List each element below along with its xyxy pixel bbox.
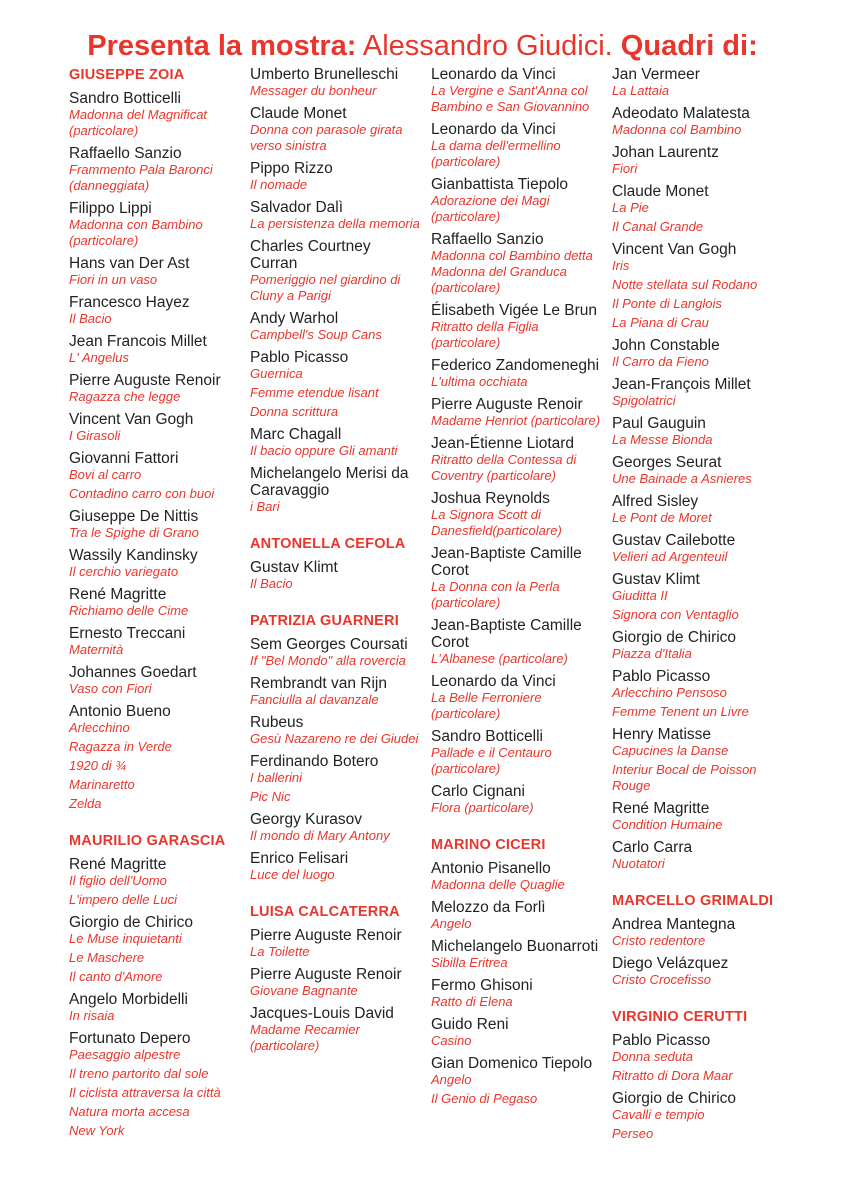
painting-title: Gesù Nazareno re dei Giudei bbox=[250, 731, 419, 746]
painting-entry bbox=[612, 241, 787, 331]
painting-title: Il canto d'Amore bbox=[69, 969, 163, 984]
painting-title: L'impero delle Luci bbox=[69, 892, 177, 907]
artist-name: Filippo Lippi bbox=[69, 200, 152, 217]
painting-entry bbox=[69, 294, 239, 327]
painting-title: Madonna del Magnificat (particolare) bbox=[69, 107, 208, 138]
curator-section bbox=[250, 535, 422, 592]
artist-name: Georges Seurat bbox=[612, 454, 722, 471]
painting-title: La Pie bbox=[612, 200, 649, 215]
painting-title: Le Maschere bbox=[69, 950, 145, 965]
artist-name: Jean-Baptiste Camille Corot bbox=[431, 617, 582, 651]
painting-title: L' Angelus bbox=[69, 350, 129, 365]
painting-entry bbox=[250, 310, 422, 343]
artist-name: Wassily Kandinsky bbox=[69, 547, 198, 564]
painting-title: Velieri ad Argenteuil bbox=[612, 549, 728, 564]
artist-name: Guido Reni bbox=[431, 1016, 509, 1033]
painting-entry bbox=[612, 454, 787, 487]
column-2 bbox=[250, 66, 422, 1054]
painting-title: Frammento Pala Baronci (danneggiata) bbox=[69, 162, 213, 193]
curator-section bbox=[69, 66, 239, 812]
title-artist-name: Alessandro Giudici. bbox=[362, 30, 613, 62]
artist-name: Gustav Klimt bbox=[250, 559, 338, 576]
artist-name: Giorgio de Chirico bbox=[69, 914, 194, 931]
artist-name: Leonardo da Vinci bbox=[431, 673, 556, 690]
artist-name: Gian Domenico Tiepolo bbox=[431, 1055, 593, 1072]
painting-entry bbox=[250, 426, 422, 459]
painting-entry bbox=[250, 753, 422, 805]
painting-entry bbox=[69, 145, 239, 194]
column-3 bbox=[431, 66, 606, 1107]
painting-title: Adorazione dei Magi (particolare) bbox=[431, 193, 550, 224]
painting-entry bbox=[250, 811, 422, 844]
curator-heading: MARINO CICERI bbox=[431, 837, 546, 853]
artist-name: Antonio Pisanello bbox=[431, 860, 551, 877]
curator-section bbox=[612, 892, 787, 988]
painting-entry bbox=[612, 629, 787, 662]
painting-title: Giovane Bagnante bbox=[250, 983, 358, 998]
painting-title: Arlecchino bbox=[69, 720, 130, 735]
painting-entry bbox=[250, 1005, 422, 1054]
painting-title: Il Genio di Pegaso bbox=[431, 1091, 538, 1106]
painting-title: La Toilette bbox=[250, 944, 310, 959]
painting-title: Une Bainade a Asnieres bbox=[612, 471, 752, 486]
painting-entry bbox=[69, 586, 239, 619]
artist-name: Hans van Der Ast bbox=[69, 255, 190, 272]
artist-name: Francesco Hayez bbox=[69, 294, 190, 311]
painting-title: Cristo Crocefisso bbox=[612, 972, 711, 987]
painting-title: Angelo bbox=[431, 916, 472, 931]
painting-title: Fiori bbox=[612, 161, 638, 176]
painting-title: Ratto di Elena bbox=[431, 994, 513, 1009]
painting-title: Il Ponte di Langlois bbox=[612, 296, 722, 311]
painting-entry bbox=[250, 675, 422, 708]
artist-name: Leonardo da Vinci bbox=[431, 66, 556, 83]
painting-title: Natura morta accesa bbox=[69, 1104, 190, 1119]
painting-title: Ragazza che legge bbox=[69, 389, 181, 404]
painting-entry bbox=[250, 636, 422, 669]
artist-name: Federico Zandomeneghi bbox=[431, 357, 600, 374]
title-quadri: Quadri di: bbox=[620, 30, 758, 62]
artist-name: René Magritte bbox=[69, 856, 167, 873]
artist-name: Carlo Cignani bbox=[431, 783, 525, 800]
painting-entry bbox=[612, 839, 787, 872]
painting-entry bbox=[431, 1016, 606, 1049]
artist-name: Alfred Sisley bbox=[612, 493, 699, 510]
artist-name: Johan Laurentz bbox=[612, 144, 719, 161]
painting-title: Interiur Bocal de Poisson Rouge bbox=[612, 762, 757, 793]
painting-title: La Donna con la Perla (particolare) bbox=[431, 579, 560, 610]
artist-name: Pierre Auguste Renoir bbox=[69, 372, 221, 389]
artist-name: Georgy Kurasov bbox=[250, 811, 362, 828]
painting-entry bbox=[250, 559, 422, 592]
painting-title: Il figlio dell'Uomo bbox=[69, 873, 167, 888]
painting-entry bbox=[612, 493, 787, 526]
painting-entry bbox=[612, 66, 787, 99]
curator-heading: MAURILIO GARASCIA bbox=[69, 833, 226, 849]
painting-title: Madame Recamier (particolare) bbox=[250, 1022, 360, 1053]
painting-title: La persistenza della memoria bbox=[250, 216, 420, 231]
painting-entry bbox=[250, 238, 422, 304]
artist-name: Vincent Van Gogh bbox=[612, 241, 737, 258]
painting-title: L'Albanese (particolare) bbox=[431, 651, 568, 666]
painting-entry bbox=[431, 1055, 606, 1107]
artist-name: Joshua Reynolds bbox=[431, 490, 550, 507]
painting-entry bbox=[250, 66, 422, 99]
painting-title: Luce del luogo bbox=[250, 867, 335, 882]
curator-section bbox=[250, 903, 422, 1054]
painting-title: Angelo bbox=[431, 1072, 472, 1087]
artist-name: Andy Warhol bbox=[250, 310, 339, 327]
painting-title: Il mondo di Mary Antony bbox=[250, 828, 390, 843]
curator-section bbox=[612, 1008, 787, 1142]
artist-name: Antonio Bueno bbox=[69, 703, 171, 720]
painting-title: Tra le Spighe di Grano bbox=[69, 525, 199, 540]
painting-title: Zelda bbox=[69, 796, 102, 811]
painting-entry bbox=[431, 357, 606, 390]
title-presenta: Presenta la mostra: bbox=[87, 30, 357, 62]
artist-name: Johannes Goedart bbox=[69, 664, 197, 681]
painting-entry bbox=[431, 977, 606, 1010]
artist-name: Jan Vermeer bbox=[612, 66, 700, 83]
painting-title: L'ultima occhiata bbox=[431, 374, 528, 389]
painting-entry bbox=[431, 938, 606, 971]
painting-title: New York bbox=[69, 1123, 125, 1138]
painting-entry bbox=[250, 850, 422, 883]
artist-name: Claude Monet bbox=[250, 105, 347, 122]
painting-entry bbox=[250, 199, 422, 232]
painting-title: La Lattaia bbox=[612, 83, 670, 98]
artist-name: Adeodato Malatesta bbox=[612, 105, 750, 122]
painting-title: Piazza d'Italia bbox=[612, 646, 692, 661]
painting-title: Flora (particolare) bbox=[431, 800, 534, 815]
painting-title: Madame Henriot (particolare) bbox=[431, 413, 601, 428]
artist-name: Ferdinando Botero bbox=[250, 753, 379, 770]
artist-name: Gianbattista Tiepolo bbox=[431, 176, 569, 193]
painting-title: Ritratto di Dora Maar bbox=[612, 1068, 733, 1083]
painting-title: Signora con Ventaglio bbox=[612, 607, 739, 622]
painting-entry bbox=[612, 532, 787, 565]
painting-title: Madonna delle Quaglie bbox=[431, 877, 565, 892]
painting-title: La Signora Scott di Danesfield(particolare) bbox=[431, 507, 562, 538]
painting-entry bbox=[250, 160, 422, 193]
painting-title: Il Bacio bbox=[69, 311, 112, 326]
painting-entry bbox=[250, 105, 422, 154]
curator-section bbox=[612, 66, 787, 872]
painting-entry bbox=[612, 916, 787, 949]
painting-entry bbox=[431, 121, 606, 170]
painting-title: Pallade e il Centauro (particolare) bbox=[431, 745, 552, 776]
painting-title: Il nomade bbox=[250, 177, 308, 192]
painting-entry bbox=[431, 435, 606, 484]
painting-entry bbox=[69, 856, 239, 908]
artist-name: Henry Matisse bbox=[612, 726, 712, 743]
painting-title: Bovi al carro bbox=[69, 467, 142, 482]
painting-entry bbox=[69, 991, 239, 1024]
curator-section bbox=[250, 66, 422, 515]
artist-name: Michelangelo Buonarroti bbox=[431, 938, 599, 955]
painting-title: Fanciulla al davanzale bbox=[250, 692, 379, 707]
painting-title: Nuotatori bbox=[612, 856, 665, 871]
painting-title: Ragazza in Verde bbox=[69, 739, 172, 754]
artist-name: Angelo Morbidelli bbox=[69, 991, 188, 1008]
artist-name: Umberto Brunelleschi bbox=[250, 66, 399, 83]
painting-title: Contadino carro con buoi bbox=[69, 486, 215, 501]
painting-entry bbox=[612, 800, 787, 833]
artist-name: Salvador Dalì bbox=[250, 199, 344, 216]
painting-title: Fiori in un vaso bbox=[69, 272, 158, 287]
painting-title: Iris bbox=[612, 258, 630, 273]
painting-entry bbox=[250, 927, 422, 960]
artist-name: Pablo Picasso bbox=[612, 1032, 711, 1049]
painting-entry bbox=[69, 411, 239, 444]
artist-name: Andrea Mantegna bbox=[612, 916, 736, 933]
painting-title: Cristo redentore bbox=[612, 933, 706, 948]
painting-title: Il treno partorito dal sole bbox=[69, 1066, 209, 1081]
artist-name: Sandro Botticelli bbox=[69, 90, 182, 107]
artist-name: Sandro Botticelli bbox=[431, 728, 544, 745]
painting-title: Guernica bbox=[250, 366, 303, 381]
painting-entry bbox=[69, 450, 239, 502]
artist-name: Jacques-Louis David bbox=[250, 1005, 394, 1022]
painting-title: Arlecchino Pensoso bbox=[612, 685, 727, 700]
painting-title: La dama dell'ermellino (particolare) bbox=[431, 138, 561, 169]
painting-entry bbox=[69, 90, 239, 139]
curator-heading: LUISA CALCATERRA bbox=[250, 904, 400, 920]
painting-entry bbox=[250, 966, 422, 999]
painting-title: Casino bbox=[431, 1033, 472, 1048]
artist-name: Sem Georges Coursati bbox=[250, 636, 408, 653]
painting-title: Marinaretto bbox=[69, 777, 135, 792]
artist-name: Paul Gauguin bbox=[612, 415, 706, 432]
curator-heading: VIRGINIO CERUTTI bbox=[612, 1009, 748, 1025]
poster-title bbox=[0, 28, 845, 64]
painting-entry bbox=[612, 376, 787, 409]
column-1 bbox=[69, 66, 239, 1139]
artist-name: Rubeus bbox=[250, 714, 304, 731]
artist-name: Enrico Felisari bbox=[250, 850, 349, 867]
painting-entry bbox=[612, 144, 787, 177]
painting-entry bbox=[431, 673, 606, 722]
painting-title: I Girasoli bbox=[69, 428, 121, 443]
painting-title: Capucines la Danse bbox=[612, 743, 729, 758]
painting-entry bbox=[431, 176, 606, 225]
painting-entry bbox=[431, 860, 606, 893]
artist-name: Raffaello Sanzio bbox=[431, 231, 544, 248]
painting-title: 1920 di ¾ bbox=[69, 758, 127, 773]
artist-name: Melozzo da Forlì bbox=[431, 899, 546, 916]
painting-title: Donna seduta bbox=[612, 1049, 693, 1064]
column-4 bbox=[612, 66, 787, 1142]
painting-title: Pic Nic bbox=[250, 789, 291, 804]
artist-name: Fermo Ghisoni bbox=[431, 977, 533, 994]
artist-name: Giuseppe De Nittis bbox=[69, 508, 199, 525]
painting-title: Giuditta II bbox=[612, 588, 668, 603]
painting-title: i Bari bbox=[250, 499, 280, 514]
artist-name: Pablo Picasso bbox=[612, 668, 711, 685]
painting-entry bbox=[612, 1090, 787, 1142]
painting-entry bbox=[612, 183, 787, 235]
painting-title: Le Muse inquietanti bbox=[69, 931, 182, 946]
painting-title: Cavalli e tempio bbox=[612, 1107, 705, 1122]
painting-title: Madonna col Bambino detta Madonna del Granduca (particolare) bbox=[431, 248, 593, 295]
painting-title: Maternità bbox=[69, 642, 124, 657]
painting-entry bbox=[69, 508, 239, 541]
painting-title: Notte stellata sul Rodano bbox=[612, 277, 758, 292]
artist-name: Jean-François Millet bbox=[612, 376, 751, 393]
painting-title: Perseo bbox=[612, 1126, 654, 1141]
painting-entry bbox=[612, 726, 787, 794]
artist-name: Michelangelo Merisi da Caravaggio bbox=[250, 465, 409, 499]
painting-title: Il Canal Grande bbox=[612, 219, 704, 234]
painting-title: Femme Tenent un Livre bbox=[612, 704, 749, 719]
painting-title: La Vergine e Sant'Anna col Bambino e San Giovannino bbox=[431, 83, 590, 114]
painting-title: Il bacio oppure Gli amanti bbox=[250, 443, 398, 458]
curator-heading: ANTONELLA CEFOLA bbox=[250, 536, 406, 552]
curator-section bbox=[431, 836, 606, 1107]
artist-name: Jean Francois Millet bbox=[69, 333, 207, 350]
painting-entry bbox=[250, 465, 422, 515]
artist-name: Raffaello Sanzio bbox=[69, 145, 182, 162]
painting-entry bbox=[69, 255, 239, 288]
painting-entry bbox=[431, 783, 606, 816]
painting-entry bbox=[69, 372, 239, 405]
artist-name: René Magritte bbox=[69, 586, 167, 603]
painting-title: Vaso con Fiori bbox=[69, 681, 152, 696]
artist-name: Charles Courtney Curran bbox=[250, 238, 371, 272]
artist-name: Gustav Cailebotte bbox=[612, 532, 736, 549]
painting-title: Messager du bonheur bbox=[250, 83, 377, 98]
artist-name: Vincent Van Gogh bbox=[69, 411, 194, 428]
artist-name: Giorgio de Chirico bbox=[612, 1090, 737, 1107]
curator-section bbox=[69, 832, 239, 1139]
painting-entry bbox=[69, 333, 239, 366]
artist-name: Pierre Auguste Renoir bbox=[250, 966, 402, 983]
painting-entry bbox=[612, 105, 787, 138]
painting-title: Il ciclista attraversa la città bbox=[69, 1085, 221, 1100]
painting-entry bbox=[431, 899, 606, 932]
artist-name: Jean-Baptiste Camille Corot bbox=[431, 545, 582, 579]
artist-name: Fortunato Depero bbox=[69, 1030, 191, 1047]
painting-entry bbox=[431, 490, 606, 539]
painting-entry bbox=[612, 337, 787, 370]
painting-entry bbox=[69, 547, 239, 580]
painting-entry bbox=[69, 914, 239, 985]
painting-title: Sibilla Eritrea bbox=[431, 955, 508, 970]
artist-name: Pierre Auguste Renoir bbox=[250, 927, 402, 944]
painting-title: Campbell's Soup Cans bbox=[250, 327, 382, 342]
artist-name: Pippo Rizzo bbox=[250, 160, 333, 177]
painting-entry bbox=[431, 396, 606, 429]
painting-entry bbox=[69, 664, 239, 697]
painting-entry bbox=[612, 571, 787, 623]
painting-title: If "Bel Mondo" alla rovercia bbox=[250, 653, 406, 668]
artist-name: Rembrandt van Rijn bbox=[250, 675, 387, 692]
painting-title: Ritratto della Contessa di Coventry (particolare) bbox=[431, 452, 577, 483]
painting-entry bbox=[69, 1030, 239, 1139]
artist-name: Ernesto Treccani bbox=[69, 625, 186, 642]
painting-entry bbox=[431, 545, 606, 611]
curator-heading: MARCELLO GRIMALDI bbox=[612, 893, 774, 909]
painting-title: Spigolatrici bbox=[612, 393, 676, 408]
painting-title: Pomeriggio nel giardino di Cluny a Parigi bbox=[250, 272, 401, 303]
artist-name: Claude Monet bbox=[612, 183, 709, 200]
painting-title: Il Bacio bbox=[250, 576, 293, 591]
curator-section bbox=[250, 612, 422, 883]
painting-entry bbox=[431, 66, 606, 115]
artist-name: René Magritte bbox=[612, 800, 710, 817]
artist-name: Jean-Étienne Liotard bbox=[431, 435, 575, 452]
painting-title: Le Pont de Moret bbox=[612, 510, 712, 525]
painting-title: Condition Humaine bbox=[612, 817, 723, 832]
artist-name: Giorgio de Chirico bbox=[612, 629, 737, 646]
painting-title: Femme etendue lisant bbox=[250, 385, 379, 400]
painting-entry bbox=[250, 349, 422, 420]
painting-entry bbox=[612, 955, 787, 988]
painting-title: Madonna con Bambino (particolare) bbox=[69, 217, 203, 248]
painting-title: Ritratto della Figlia (particolare) bbox=[431, 319, 539, 350]
artist-name: John Constable bbox=[612, 337, 720, 354]
artist-name: Diego Velázquez bbox=[612, 955, 729, 972]
artist-name: Élisabeth Vigée Le Brun bbox=[431, 302, 598, 319]
curator-heading: PATRIZIA GUARNERI bbox=[250, 613, 399, 629]
painting-entry bbox=[69, 703, 239, 812]
painting-title: Madonna col Bambino bbox=[612, 122, 742, 137]
painting-title: Richiamo delle Cime bbox=[69, 603, 189, 618]
painting-title: Donna con parasole girata verso sinistra bbox=[250, 122, 403, 153]
painting-entry bbox=[431, 617, 606, 667]
painting-title: Il cerchio variegato bbox=[69, 564, 179, 579]
painting-entry bbox=[69, 200, 239, 249]
painting-entry bbox=[612, 1032, 787, 1084]
curator-heading: GIUSEPPE ZOIA bbox=[69, 67, 185, 83]
artist-name: Leonardo da Vinci bbox=[431, 121, 556, 138]
painting-entry bbox=[431, 728, 606, 777]
painting-title: I ballerini bbox=[250, 770, 303, 785]
artist-name: Giovanni Fattori bbox=[69, 450, 179, 467]
artist-name: Pierre Auguste Renoir bbox=[431, 396, 583, 413]
painting-title: La Belle Ferroniere (particolare) bbox=[431, 690, 542, 721]
painting-entry bbox=[431, 231, 606, 296]
painting-title: In risaia bbox=[69, 1008, 115, 1023]
painting-entry bbox=[612, 415, 787, 448]
artist-name: Pablo Picasso bbox=[250, 349, 349, 366]
painting-title: Il Carro da Fieno bbox=[612, 354, 709, 369]
painting-title: La Messe Bionda bbox=[612, 432, 713, 447]
painting-entry bbox=[612, 668, 787, 720]
painting-title: Donna scrittura bbox=[250, 404, 339, 419]
painting-entry bbox=[431, 302, 606, 351]
painting-title: La Piana di Crau bbox=[612, 315, 709, 330]
painting-title: Paesaggio alpestre bbox=[69, 1047, 181, 1062]
painting-entry bbox=[69, 625, 239, 658]
artist-name: Carlo Carra bbox=[612, 839, 693, 856]
artist-name: Marc Chagall bbox=[250, 426, 342, 443]
painting-entry bbox=[250, 714, 422, 747]
artist-name: Gustav Klimt bbox=[612, 571, 700, 588]
curator-section bbox=[431, 66, 606, 816]
